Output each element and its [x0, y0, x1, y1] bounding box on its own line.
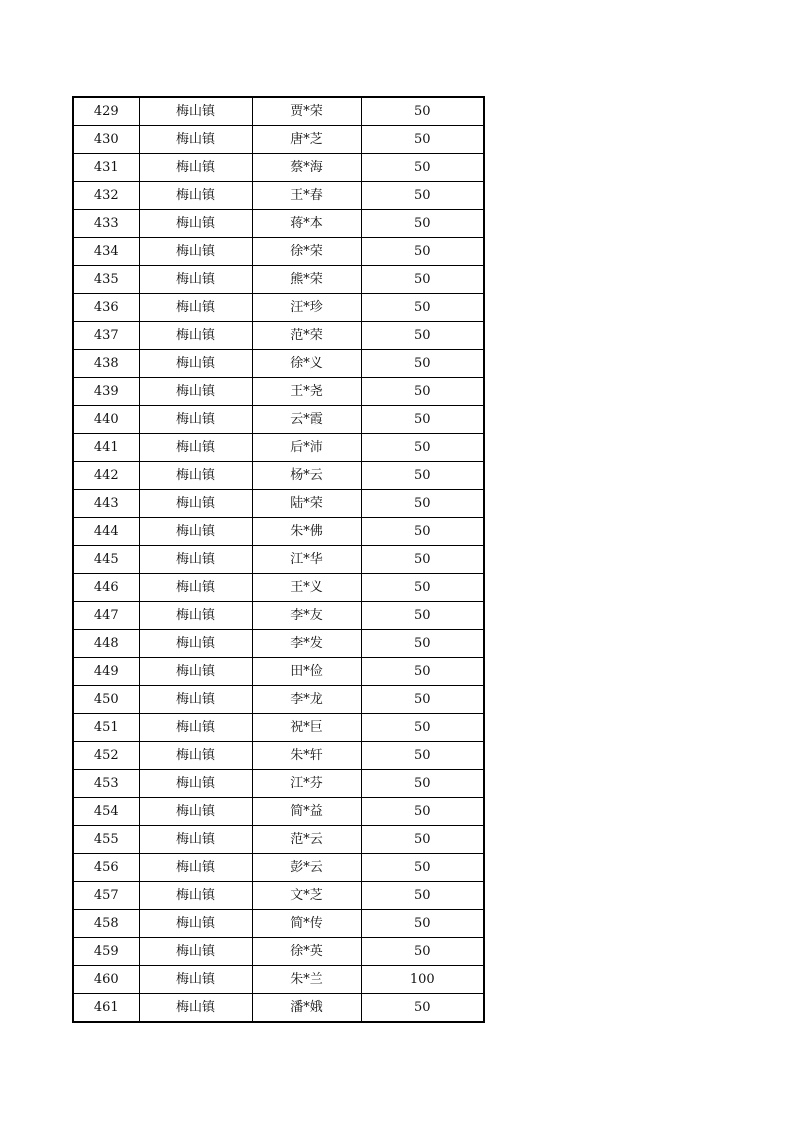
- name-cell: 李*龙: [252, 686, 361, 714]
- table-row: [73, 826, 484, 854]
- row-number-cell: 435: [73, 266, 139, 294]
- name-cell: 徐*义: [252, 350, 361, 378]
- table-row: [73, 210, 484, 238]
- amount-cell: 50: [361, 126, 484, 154]
- town-cell: 梅山镇: [139, 714, 252, 742]
- name-cell: 文*芝: [252, 882, 361, 910]
- row-number-cell: 437: [73, 322, 139, 350]
- amount-cell: 50: [361, 154, 484, 182]
- name-cell: 后*沛: [252, 434, 361, 462]
- name-cell: 彭*云: [252, 854, 361, 882]
- table-row: [73, 462, 484, 490]
- table-row: [73, 966, 484, 994]
- amount-cell: 100: [361, 966, 484, 994]
- name-cell: 王*尧: [252, 378, 361, 406]
- table-row: [73, 322, 484, 350]
- amount-cell: 50: [361, 854, 484, 882]
- data-table: [72, 96, 485, 1023]
- row-number-cell: 459: [73, 938, 139, 966]
- name-cell: 徐*英: [252, 938, 361, 966]
- town-cell: 梅山镇: [139, 238, 252, 266]
- table-row: [73, 126, 484, 154]
- town-cell: 梅山镇: [139, 966, 252, 994]
- row-number-cell: 447: [73, 602, 139, 630]
- table-row: [73, 658, 484, 686]
- table-row: [73, 770, 484, 798]
- row-number-cell: 453: [73, 770, 139, 798]
- town-cell: 梅山镇: [139, 742, 252, 770]
- amount-cell: 50: [361, 798, 484, 826]
- row-number-cell: 431: [73, 154, 139, 182]
- town-cell: 梅山镇: [139, 182, 252, 210]
- town-cell: 梅山镇: [139, 266, 252, 294]
- row-number-cell: 457: [73, 882, 139, 910]
- amount-cell: 50: [361, 378, 484, 406]
- row-number-cell: 441: [73, 434, 139, 462]
- amount-cell: 50: [361, 770, 484, 798]
- name-cell: 潘*娥: [252, 994, 361, 1023]
- row-number-cell: 449: [73, 658, 139, 686]
- table-row: [73, 798, 484, 826]
- amount-cell: 50: [361, 406, 484, 434]
- row-number-cell: 448: [73, 630, 139, 658]
- table-row: [73, 546, 484, 574]
- row-number-cell: 436: [73, 294, 139, 322]
- row-number-cell: 458: [73, 910, 139, 938]
- amount-cell: 50: [361, 574, 484, 602]
- table-row: [73, 182, 484, 210]
- table-row: [73, 406, 484, 434]
- town-cell: 梅山镇: [139, 854, 252, 882]
- amount-cell: 50: [361, 658, 484, 686]
- name-cell: 汪*珍: [252, 294, 361, 322]
- row-number-cell: 440: [73, 406, 139, 434]
- town-cell: 梅山镇: [139, 630, 252, 658]
- row-number-cell: 433: [73, 210, 139, 238]
- town-cell: 梅山镇: [139, 882, 252, 910]
- row-number-cell: 461: [73, 994, 139, 1023]
- table-row: [73, 994, 484, 1023]
- town-cell: 梅山镇: [139, 294, 252, 322]
- row-number-cell: 434: [73, 238, 139, 266]
- row-number-cell: 442: [73, 462, 139, 490]
- amount-cell: 50: [361, 182, 484, 210]
- amount-cell: 50: [361, 518, 484, 546]
- amount-cell: 50: [361, 266, 484, 294]
- name-cell: 云*霞: [252, 406, 361, 434]
- town-cell: 梅山镇: [139, 770, 252, 798]
- row-number-cell: 432: [73, 182, 139, 210]
- amount-cell: 50: [361, 938, 484, 966]
- amount-cell: 50: [361, 826, 484, 854]
- row-number-cell: 439: [73, 378, 139, 406]
- amount-cell: 50: [361, 238, 484, 266]
- name-cell: 陆*荣: [252, 490, 361, 518]
- name-cell: 朱*轩: [252, 742, 361, 770]
- amount-cell: 50: [361, 350, 484, 378]
- table-row: [73, 602, 484, 630]
- table-row: [73, 490, 484, 518]
- name-cell: 李*友: [252, 602, 361, 630]
- name-cell: 祝*巨: [252, 714, 361, 742]
- row-number-cell: 429: [73, 97, 139, 126]
- table-row: [73, 518, 484, 546]
- table-row: [73, 97, 484, 126]
- amount-cell: 50: [361, 462, 484, 490]
- amount-cell: 50: [361, 434, 484, 462]
- town-cell: 梅山镇: [139, 490, 252, 518]
- amount-cell: 50: [361, 322, 484, 350]
- row-number-cell: 454: [73, 798, 139, 826]
- amount-cell: 50: [361, 630, 484, 658]
- name-cell: 范*云: [252, 826, 361, 854]
- name-cell: 王*春: [252, 182, 361, 210]
- row-number-cell: 443: [73, 490, 139, 518]
- amount-cell: 50: [361, 546, 484, 574]
- town-cell: 梅山镇: [139, 686, 252, 714]
- town-cell: 梅山镇: [139, 434, 252, 462]
- name-cell: 唐*芝: [252, 126, 361, 154]
- name-cell: 贾*荣: [252, 97, 361, 126]
- amount-cell: 50: [361, 994, 484, 1023]
- town-cell: 梅山镇: [139, 574, 252, 602]
- table-row: [73, 714, 484, 742]
- name-cell: 田*俭: [252, 658, 361, 686]
- table-row: [73, 266, 484, 294]
- table-row: [73, 434, 484, 462]
- row-number-cell: 455: [73, 826, 139, 854]
- town-cell: 梅山镇: [139, 826, 252, 854]
- name-cell: 朱*兰: [252, 966, 361, 994]
- name-cell: 徐*荣: [252, 238, 361, 266]
- town-cell: 梅山镇: [139, 994, 252, 1023]
- amount-cell: 50: [361, 294, 484, 322]
- town-cell: 梅山镇: [139, 602, 252, 630]
- table-body: [73, 97, 484, 1022]
- name-cell: 江*华: [252, 546, 361, 574]
- table-row: [73, 350, 484, 378]
- row-number-cell: 450: [73, 686, 139, 714]
- town-cell: 梅山镇: [139, 546, 252, 574]
- town-cell: 梅山镇: [139, 462, 252, 490]
- table-row: [73, 742, 484, 770]
- town-cell: 梅山镇: [139, 378, 252, 406]
- town-cell: 梅山镇: [139, 154, 252, 182]
- table-row: [73, 630, 484, 658]
- row-number-cell: 438: [73, 350, 139, 378]
- row-number-cell: 460: [73, 966, 139, 994]
- town-cell: 梅山镇: [139, 658, 252, 686]
- row-number-cell: 445: [73, 546, 139, 574]
- table-row: [73, 882, 484, 910]
- table-row: [73, 574, 484, 602]
- amount-cell: 50: [361, 686, 484, 714]
- row-number-cell: 430: [73, 126, 139, 154]
- name-cell: 简*益: [252, 798, 361, 826]
- table-row: [73, 378, 484, 406]
- name-cell: 熊*荣: [252, 266, 361, 294]
- table-row: [73, 294, 484, 322]
- town-cell: 梅山镇: [139, 126, 252, 154]
- row-number-cell: 446: [73, 574, 139, 602]
- table-row: [73, 238, 484, 266]
- town-cell: 梅山镇: [139, 210, 252, 238]
- town-cell: 梅山镇: [139, 938, 252, 966]
- amount-cell: 50: [361, 882, 484, 910]
- name-cell: 李*发: [252, 630, 361, 658]
- name-cell: 江*芬: [252, 770, 361, 798]
- amount-cell: 50: [361, 910, 484, 938]
- name-cell: 范*荣: [252, 322, 361, 350]
- town-cell: 梅山镇: [139, 350, 252, 378]
- table-row: [73, 686, 484, 714]
- amount-cell: 50: [361, 97, 484, 126]
- town-cell: 梅山镇: [139, 322, 252, 350]
- town-cell: 梅山镇: [139, 518, 252, 546]
- name-cell: 蔡*海: [252, 154, 361, 182]
- name-cell: 王*义: [252, 574, 361, 602]
- row-number-cell: 452: [73, 742, 139, 770]
- row-number-cell: 444: [73, 518, 139, 546]
- name-cell: 蒋*本: [252, 210, 361, 238]
- amount-cell: 50: [361, 714, 484, 742]
- town-cell: 梅山镇: [139, 406, 252, 434]
- town-cell: 梅山镇: [139, 97, 252, 126]
- table-row: [73, 154, 484, 182]
- town-cell: 梅山镇: [139, 798, 252, 826]
- table-row: [73, 938, 484, 966]
- name-cell: 朱*佛: [252, 518, 361, 546]
- amount-cell: 50: [361, 742, 484, 770]
- row-number-cell: 456: [73, 854, 139, 882]
- amount-cell: 50: [361, 490, 484, 518]
- table-row: [73, 910, 484, 938]
- table-row: [73, 854, 484, 882]
- town-cell: 梅山镇: [139, 910, 252, 938]
- name-cell: 杨*云: [252, 462, 361, 490]
- name-cell: 简*传: [252, 910, 361, 938]
- row-number-cell: 451: [73, 714, 139, 742]
- amount-cell: 50: [361, 210, 484, 238]
- amount-cell: 50: [361, 602, 484, 630]
